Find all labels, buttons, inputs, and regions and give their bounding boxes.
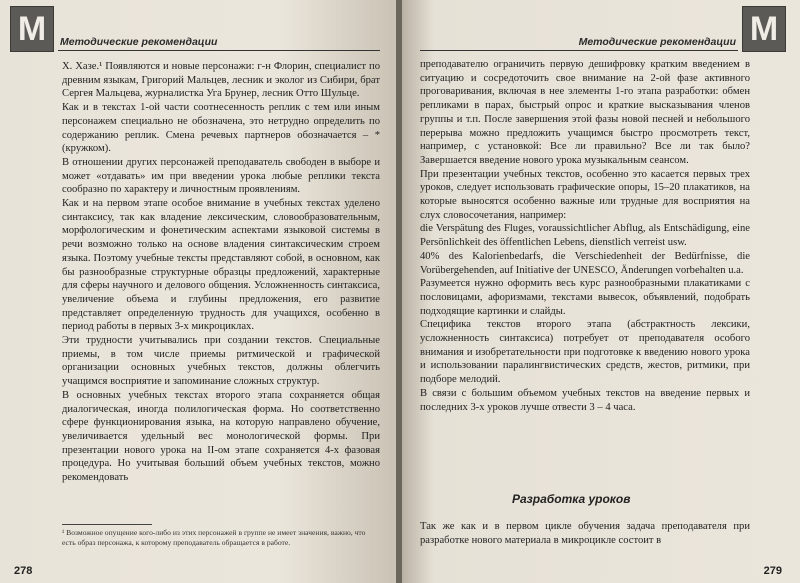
paragraph: Х. Хазе.¹ Появляются и новые персонажи: г-н Флорин, специалист по древним языкам, Григорий Мальцев, лесник и эколог из Сибири, брат Сергея Мальцева, журналистка Уга Брунер, лесник Отто Шульце. [62,61,380,100]
paragraph: В связи с большим объемом учебных текстов на введение первых и последних 3-х уроков лучше отвести 3 – 4 часа. [420,387,750,413]
footnote-divider [62,524,152,525]
left-body-text [62,60,380,485]
german-example: die Verspätung des Fluges, voraussichtlicher Abflug, als Entschädigung, eine Persönlichkeit des öffentlichen Lebens, dienstlich verreist usw. [420,223,750,249]
paragraph: Разумеется нужно оформить весь курс разнообразными плакатиками с пословицами, афоризмами, текстами вывесок, объявлений, подобрать подходящие картинки и слайды. [420,278,750,317]
paragraph: Специфика текстов второго этапа (абстрактность лексики, усложненность синтаксиса) потребует от преподавателя особого внимания и изобретательности при подготовке к введению нового урока и использовании паралингвистических средств, жестов, ритмики, при подборе мелодий. [420,319,750,386]
paragraph: Так же как и в первом цикле обучения задача преподавателя при разработке нового материала в микроцикле состоит в [420,521,750,546]
page-number: 278 [14,565,33,577]
running-header [58,28,380,51]
header-title: Методические рекомендации [578,36,736,48]
german-example: 40% des Kalorienbedarfs, die Verschiedenheit der Bedürfnisse, die Vorübergehenden, auf Initiative der UNESCO, Änderungen vorbehalten u.a. [420,250,750,276]
header-title: Методические рекомендации [60,36,218,48]
paragraph: Как и на первом этапе особое внимание в учебных текстах уделено синтаксису, так как владение лексическим, словообразовательным, морфологическим и фонетическим аспектами языковой системы в речи возможно только на основе владения синтаксическим строем языка. Поэтому учебные тексты представляют собой, в основном, как бы разнообразные структурные образцы предложений, характерные для сферы научного и делового общения. Усложненность синтаксиса, увеличение объема и глубины предложения, его развитие представляет определенную трудность для учащихся, особенно в период работы в первых 3-х микроциклах. [62,198,380,333]
logo-letter: М [749,10,779,48]
paragraph: В отношении других персонажей преподаватель свободен в выборе и может «отдавать» им при введении урока любые реплики текста сообразно по характеру и личностным проявлениям. [62,156,380,196]
paragraph: Эти трудности учитывались при создании текстов. Специальные приемы, в том числе приемы ритмической и графической организации основных учебных текстов, должны облегчить учащимся восприятие и запоминание сложных структур. [62,335,380,388]
page-number: 279 [763,565,782,577]
method-logo-icon [742,6,786,52]
logo-letter: М [17,10,47,48]
paragraph: В основных учебных текстах второго этапа сохраняется общая диалогическая, иногда полилогическая форма. Но соответственно сфере функционирования языка, на которую направлено обучение, увеличивается удельный вес монологической формы. При презентации нового урока на II-ом этапе сохраняется 4-х фазовая процедура. Но учитывая больший объем учебных текстов, можно рекомендовать [62,389,380,484]
section-title: Разработка уроков [512,492,631,506]
paragraph: преподавателю ограничить первую дешифровку кратким введением в ситуацию и сосредоточить свое внимание на 2-ой фазе активного проговаривания, включая в нее элементы 1-го этапа разработки: обмен репликами в парах, быстрый опрос и краткие высказывания членов группы и т.п. После завершения этой фазы новой песней и небольшого перерыва можно предложить учащимся быстро просмотреть текст, например, с установкой: Все ли правильно? Все ли так было? Завершается введение нового урока музыкальным сеансом. [420,59,750,166]
right-page [402,0,800,583]
left-page [0,0,398,583]
running-header [420,28,738,51]
method-logo-icon [10,6,54,52]
right-body-text [420,58,750,414]
footnote: ¹ Возможное опущение кого-либо из этих персонажей в группе не имеет значения, важно, что есть образ персонажа, к которому преподаватель обращается в работе. [62,528,366,547]
paragraph: Как и в текстах 1-ой части соотнесенность реплик с тем или иным персонажем специально не обозначена, это нетрудно определить по содержанию реплик. Смена речевых партнеров обозначается – * (кружком). [62,102,380,155]
paragraph: При презентации учебных текстов, особенно это касается первых трех уроков, следует использовать графические опоры, 15–20 плакатиков, на которые выносятся особенно важные или трудные для восприятия на слух словосочетания, например: [420,168,750,221]
